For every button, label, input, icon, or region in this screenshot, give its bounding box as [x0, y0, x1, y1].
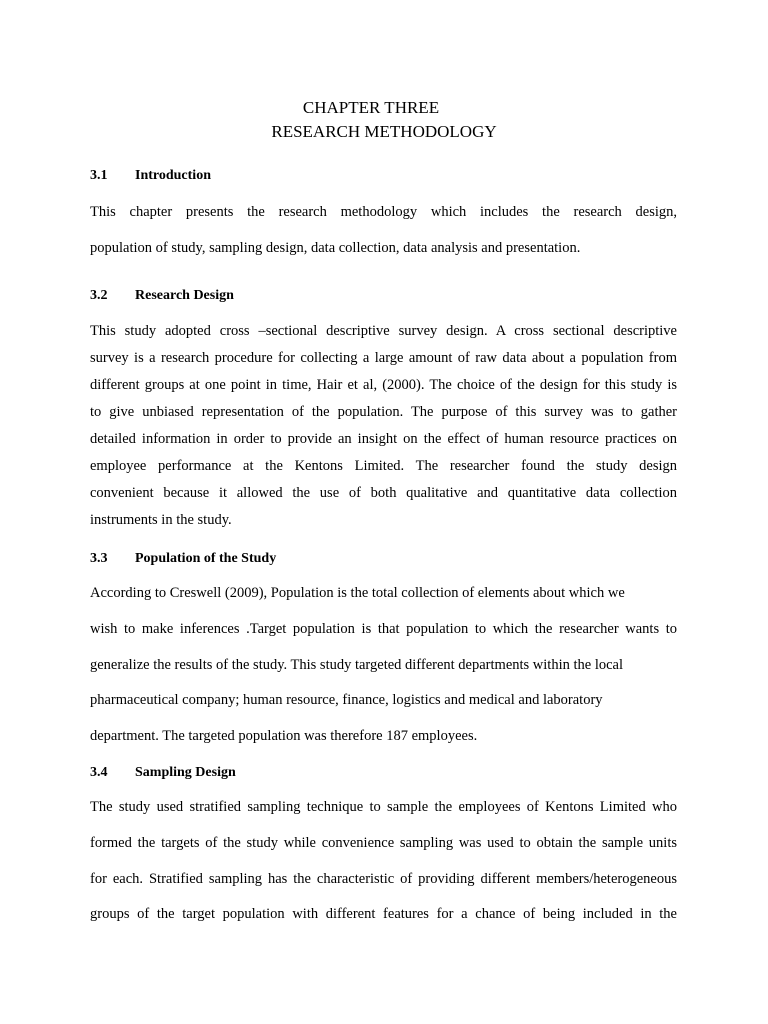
paragraph-line: survey is a research procedure for collecting a large amount of raw data about a population from: [90, 350, 677, 366]
section-heading-introduction: [90, 166, 211, 186]
population-paragraph: [90, 576, 677, 755]
section-number: 3.4: [90, 765, 108, 780]
paragraph-line: population of study, sampling design, data collection, data analysis and presentation.: [90, 240, 581, 256]
paragraph-line: instruments in the study.: [90, 512, 232, 528]
sampling-design-paragraph: [90, 790, 677, 933]
research-design-paragraph: [90, 318, 677, 534]
section-heading-population: [90, 549, 276, 569]
chapter-number: CHAPTER THREE: [302, 98, 440, 117]
paragraph-line: This chapter presents the research methodology which includes the research design,: [90, 204, 677, 220]
paragraph-line: formed the targets of the study while convenience sampling was used to obtain the sample units: [90, 834, 677, 851]
section-title: Research Design: [135, 288, 234, 303]
paragraph-line: convenient because it allowed the use of both qualitative and quantitative data collection: [90, 485, 677, 501]
paragraph-line: detailed information in order to provide an insight on the effect of human resource practices on: [90, 431, 677, 447]
paragraph-line: different groups at one point in time, Hair et al, (2000). The choice of the design for this study is: [90, 377, 677, 393]
paragraph-line: According to Creswell (2009), Population is the total collection of elements about which we: [90, 585, 625, 601]
section-number: 3.2: [90, 288, 108, 303]
paragraph-line: The study used stratified sampling technique to sample the employees of Kentons Limited who: [90, 799, 677, 815]
paragraph-line: groups of the target population with different features for a chance of being included in the: [90, 906, 677, 923]
introduction-paragraph: [90, 194, 677, 266]
paragraph-line: for each. Stratified sampling has the characteristic of providing different members/heterogeneous: [90, 870, 677, 887]
section-title: Introduction: [135, 168, 211, 183]
paragraph-line: generalize the results of the study. This study targeted different departments within the local: [90, 656, 623, 673]
paragraph-line: wish to make inferences .Target population is that population to which the researcher wants to: [90, 620, 677, 637]
section-number: 3.1: [90, 168, 108, 183]
section-title: Population of the Study: [135, 551, 277, 566]
paragraph-line: to give unbiased representation of the population. The purpose of this survey was to gather: [90, 404, 677, 420]
paragraph-line: pharmaceutical company; human resource, finance, logistics and medical and laboratory: [90, 692, 603, 709]
section-title: Sampling Design: [135, 765, 236, 780]
paragraph-line: department. The targeted population was therefore 187 employees.: [90, 728, 478, 745]
chapter-title: RESEARCH METHODOLOGY: [271, 122, 497, 141]
paragraph-line: This study adopted cross –sectional descriptive survey design. A cross sectional descriptive: [90, 323, 677, 339]
section-heading-sampling-design: [90, 763, 236, 783]
section-number: 3.3: [90, 551, 108, 566]
section-heading-research-design: [90, 286, 234, 306]
paragraph-line: employee performance at the Kentons Limited. The researcher found the study design: [90, 458, 677, 474]
